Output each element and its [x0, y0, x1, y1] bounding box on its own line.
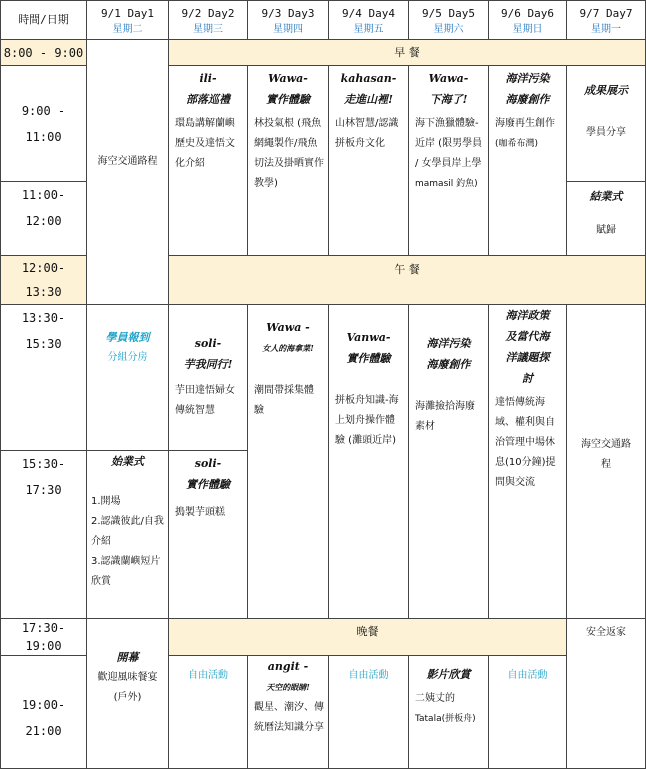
day2-afternoon-1: [169, 305, 248, 451]
day4-header: [329, 1, 409, 40]
day3-evening: [248, 656, 329, 769]
activity-body: 芋田達悟婦女傳統智慧: [175, 385, 235, 416]
time-end: 21:00: [25, 724, 62, 738]
activity-subtitle: 女人的海拿菜!: [262, 343, 314, 353]
activity-title: Wawa-: [428, 72, 469, 85]
activity-title: 結業式: [589, 190, 623, 203]
activity-title: Vanwa-: [346, 331, 391, 344]
evening-body: 歡迎風味餐宴: [97, 672, 158, 683]
day4-weekday: 星期五: [353, 24, 384, 35]
time-start: 11:00-: [21, 188, 66, 202]
activity-title: 洋議題探: [505, 351, 550, 364]
activity-title: soli-: [194, 457, 222, 470]
activity-title: angit -: [267, 660, 309, 673]
time-slot-afternoon: [1, 305, 87, 451]
time-slot-late-afternoon: [1, 451, 87, 619]
day3-weekday: 星期四: [273, 24, 303, 35]
day6-date: 9/6 Day6: [501, 7, 554, 20]
activity-title: ili-: [199, 72, 217, 85]
activity-title: 海洋污染: [426, 337, 471, 350]
time-start: 12:00-: [21, 261, 66, 275]
activity-title: Wawa -: [266, 321, 310, 334]
day1-opening: [87, 451, 169, 619]
time-start: 19:00-: [21, 698, 66, 712]
day4-morning: [329, 66, 409, 256]
day6-header: [489, 1, 567, 40]
evening-title: 開幕: [116, 651, 139, 664]
time-end: 15:30: [25, 337, 62, 351]
time-end: 19:00: [25, 639, 62, 653]
checkin-title: 學員報到: [105, 331, 150, 344]
activity-title: 海洋污染: [505, 72, 550, 85]
day5-weekday: 星期六: [433, 24, 464, 35]
lunch-banner: 午 餐: [169, 256, 646, 305]
day7-depart: 安全返家: [567, 619, 646, 769]
day2-morning: [169, 66, 248, 256]
time-slot-lunch: [1, 256, 87, 305]
activity-title: 走進山裡!: [344, 93, 393, 106]
activity-note: (咖希布灣): [495, 139, 539, 149]
activity-body: mamasil 釣魚): [415, 179, 478, 189]
time-slot-late-morning: [1, 182, 87, 256]
activity-title: 影片欣賞: [426, 668, 471, 681]
day6-morning: [489, 66, 567, 256]
activity-title: 下海了!: [429, 93, 468, 106]
time-end: 13:30: [25, 285, 62, 299]
day5-header: [409, 1, 489, 40]
activity-title: 及當代海: [505, 330, 550, 343]
activity-body: 山林智慧/認識拼板舟文化: [335, 118, 399, 149]
activity-body: 搗製芋頭糕: [175, 507, 225, 518]
activity-title: 海洋政策: [505, 309, 550, 322]
activity-title: 成果展示: [584, 84, 628, 97]
day7-closing: [567, 182, 646, 256]
activity-title: soli-: [194, 337, 222, 350]
activity-body: 環島講解蘭嶼歷史及達悟文化介紹: [175, 118, 235, 169]
day3-afternoon: [248, 305, 329, 619]
day5-afternoon: [409, 305, 489, 619]
opening-item: 2.認識彼此/自我介紹: [91, 516, 164, 547]
activity-title: 實作體驗: [266, 93, 310, 106]
day1-date: 9/1 Day1: [101, 7, 154, 20]
activity-body: 賦歸: [596, 225, 616, 236]
activity-title: 討: [522, 372, 533, 385]
time-end: 17:30: [25, 483, 62, 497]
day2-afternoon-2: [169, 451, 248, 619]
day2-header: [169, 1, 248, 40]
day7-weekday: 星期一: [591, 24, 621, 35]
activity-title: kahasan-: [340, 72, 397, 85]
activity-body: 海灘撿拾海廢素材: [415, 401, 475, 432]
day7-transport: 海空交通路程: [567, 305, 646, 619]
activity-title: Wawa-: [268, 72, 308, 85]
time-end: 11:00: [25, 130, 62, 144]
corner-header: 時間/日期: [1, 1, 87, 40]
activity-body: 林投氣根 (飛魚網繩製作/飛魚切法及掛晒實作教學): [254, 118, 324, 189]
activity-body: 海下漁獵體驗-近岸 (限男學員 / 女學員岸上學: [415, 118, 483, 169]
time-slot-breakfast: 8:00 - 9:00: [1, 40, 87, 66]
dinner-banner: 晚餐: [169, 619, 567, 656]
day2-weekday: 星期三: [193, 24, 223, 35]
day6-weekday: 星期日: [512, 24, 543, 35]
day7-morning: [567, 66, 646, 182]
activity-title: 海廢創作: [426, 358, 471, 371]
activity-body: 觀星、潮汐、傳統曆法知識分享: [254, 702, 324, 733]
day5-date: 9/5 Day5: [422, 7, 475, 20]
day5-evening: [409, 656, 489, 769]
evening-note: (戶外): [113, 692, 142, 703]
activity-body: Tatala(拼板舟): [415, 714, 476, 724]
activity-body: 達悟傳統海域、權利與自治管理中場休息(10分鐘)提問與交流: [495, 397, 556, 488]
day3-morning: [248, 66, 329, 256]
activity-title: 實作體驗: [346, 352, 391, 365]
day3-header: [248, 1, 329, 40]
breakfast-banner: 早 餐: [169, 40, 646, 66]
activity-title: 部落巡禮: [186, 93, 230, 106]
checkin-body: 分組分房: [107, 352, 148, 363]
activity-body: 拼板舟知識-海上划舟操作體驗 (灘頭近岸): [335, 395, 399, 446]
day2-date: 9/2 Day2: [181, 7, 235, 20]
day1-checkin: [87, 305, 169, 451]
day7-header: [567, 1, 646, 40]
day5-morning: [409, 66, 489, 256]
time-start: 17:30-: [21, 621, 66, 635]
day3-date: 9/3 Day3: [261, 7, 315, 20]
activity-body: 學員分享: [586, 127, 626, 138]
activity-title: 實作體驗: [186, 478, 230, 491]
time-end: 12:00: [25, 214, 62, 228]
day6-evening: 自由活動: [489, 656, 567, 769]
day2-evening: 自由活動: [169, 656, 248, 769]
day1-weekday: 星期二: [112, 24, 143, 35]
activity-body: 二姨丈的: [415, 693, 455, 704]
time-slot-dinner: [1, 619, 87, 656]
day4-afternoon: [329, 305, 409, 619]
day4-evening: 自由活動: [329, 656, 409, 769]
opening-item: 1.開場: [91, 496, 121, 507]
activity-body: 潮間帶採集體驗: [254, 385, 314, 416]
day4-date: 9/4 Day4: [342, 7, 395, 20]
activity-title: 芋我同行!: [183, 358, 233, 371]
activity-body: 海廢再生創作: [495, 118, 555, 129]
opening-item: 3.認識蘭嶼短片欣賞: [91, 556, 161, 587]
day7-date: 9/7 Day7: [579, 7, 633, 20]
time-slot-evening: [1, 656, 87, 769]
day1-header: [87, 1, 169, 40]
activity-title: 海廢創作: [505, 93, 550, 106]
opening-title: 始業式: [111, 455, 144, 468]
time-start: 15:30-: [21, 457, 66, 471]
time-slot-morning: [1, 66, 87, 182]
time-start: 9:00 -: [21, 104, 66, 118]
day1-evening: [87, 619, 169, 769]
day6-afternoon: [489, 305, 567, 619]
day1-transport: 海空交通路程: [87, 40, 169, 305]
time-start: 13:30-: [21, 311, 66, 325]
activity-subtitle: 天空的眼睛!: [266, 682, 310, 692]
